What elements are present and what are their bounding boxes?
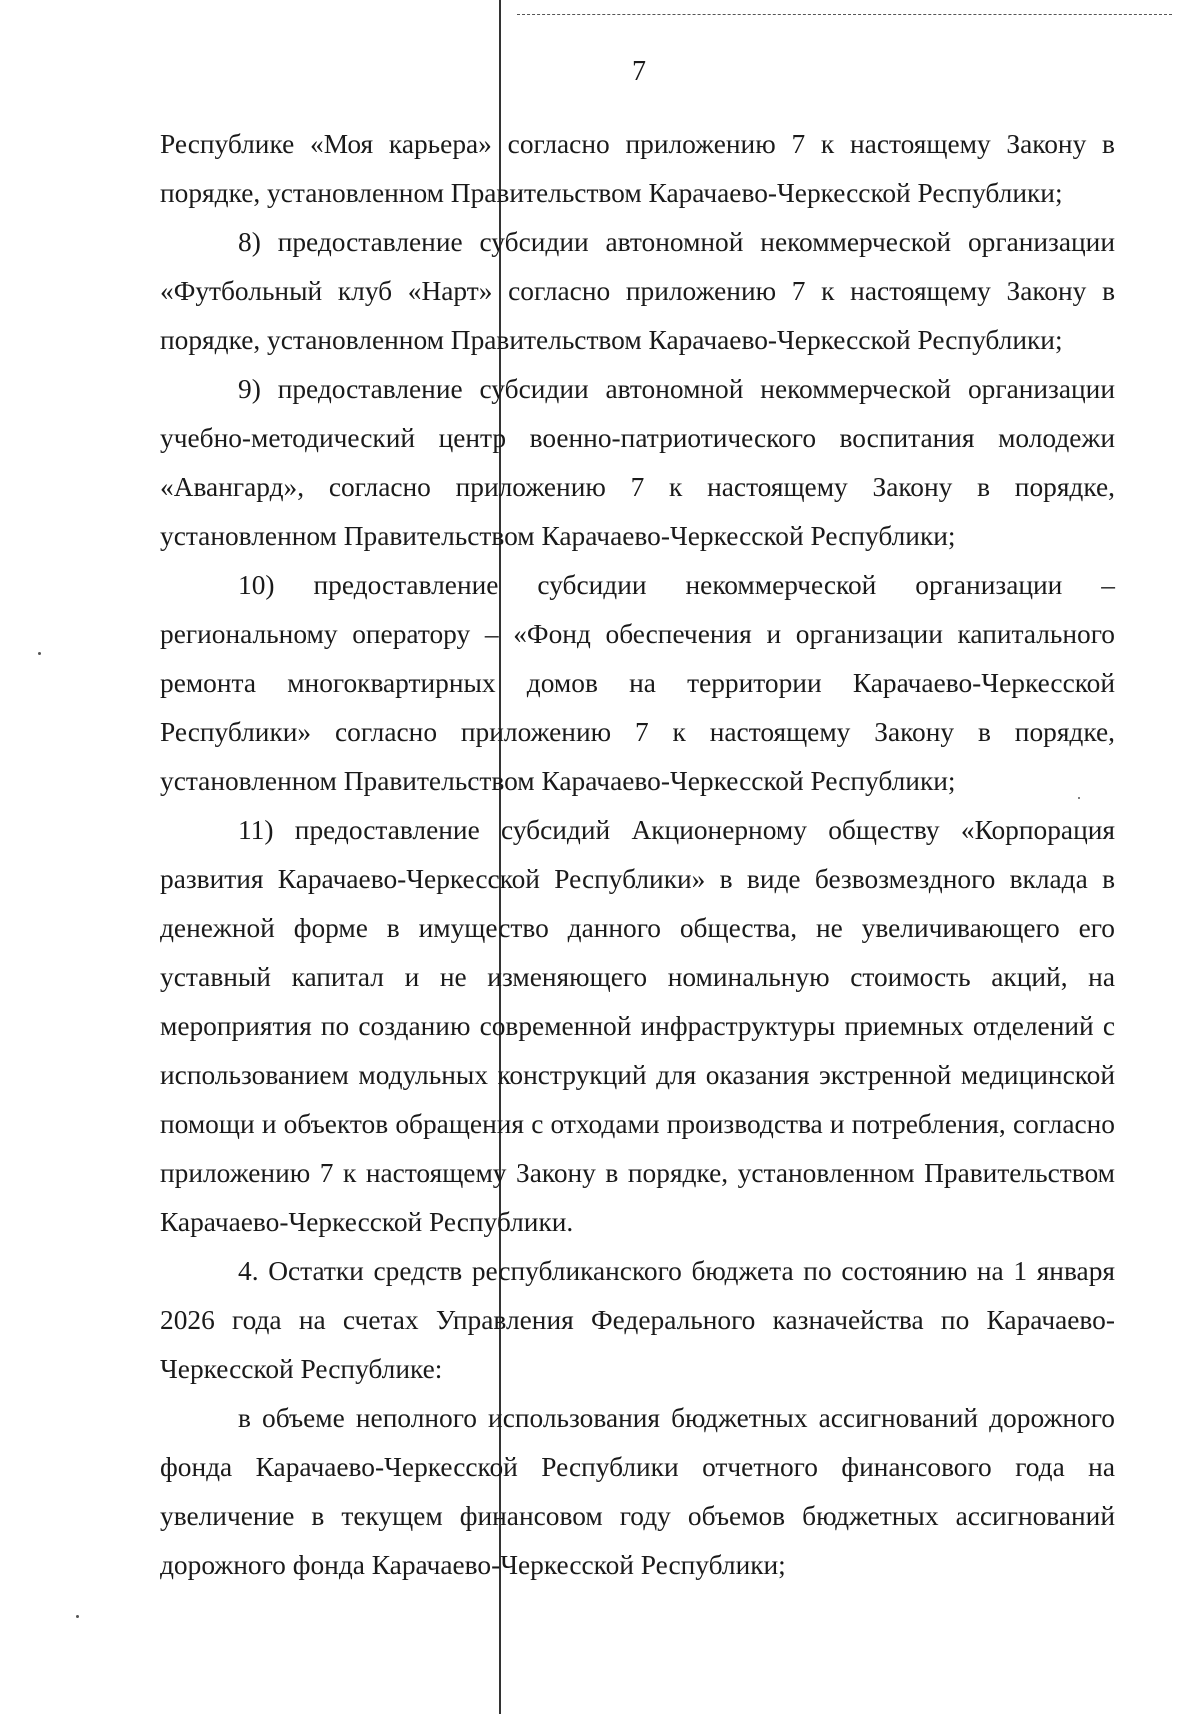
paragraph-item-8: 8) предоставление субсидии автономной некоммерческой организации «Футбольный клуб «Нарт» согласно приложению 7 к настоящему Закону в порядке, установленном Правительством Карачаево-Черкесской Республики; (160, 227, 1115, 355)
document-body (160, 120, 1115, 1590)
paragraph-item-11: 11) предоставление субсидий Акционерному обществу «Корпорация развития Карачаево-Черкесской Республики» в виде безвозмездного вклада в денежной форме в имущество данного общества, не увеличивающего его уставный капитал и не изменяющего номинальную стоимость акций, на мероприятия по созданию современной инфраструктуры приемных отделений с использованием модульных конструкций для оказания экстренной медицинской помощи и объектов обращения с отходами производства и потребления, согласно приложению 7 к настоящему Закону в порядке, установленном Правительством Карачаево-Черкесской Республики. (160, 815, 1115, 1237)
scan-speck (38, 652, 41, 655)
paragraph-road-fund: в объеме неполного использования бюджетных ассигнований дорожного фонда Карачаево-Черкесской Республики отчетного финансового года на увеличение в текущем финансовом году объемов бюджетных ассигнований дорожного фонда Карачаево-Черкесской Республики; (160, 1403, 1115, 1580)
scan-top-rule (517, 14, 1172, 15)
scan-speck (1078, 797, 1080, 799)
paragraph-item-10: 10) предоставление субсидии некоммерческой организации – региональному оператору – «Фонд обеспечения и организации капитального ремонта многоквартирных домов на территории Карачаево-Черкесской Республики» согласно приложению 7 к настоящему Закону в порядке, установленном Правительством Карачаево-Черкесской Республики; (160, 570, 1115, 796)
paragraph-item-9: 9) предоставление субсидии автономной некоммерческой организации учебно-методический центр военно-патриотического воспитания молодежи «Авангард», согласно приложению 7 к настоящему Закону в порядке, установленном Правительством Карачаево-Черкесской Республики; (160, 374, 1115, 551)
page-number: 7 (632, 56, 646, 87)
paragraph-continuation: Республике «Моя карьера» согласно приложению 7 к настоящему Закону в порядке, установленном Правительством Карачаево-Черкесской Республики; (160, 129, 1115, 208)
paragraph-section-4: 4. Остатки средств республиканского бюджета по состоянию на 1 января 2026 года на счетах Управления Федерального казначейства по Карачаево-Черкесской Республике: (160, 1256, 1115, 1384)
scan-speck (76, 1615, 79, 1618)
